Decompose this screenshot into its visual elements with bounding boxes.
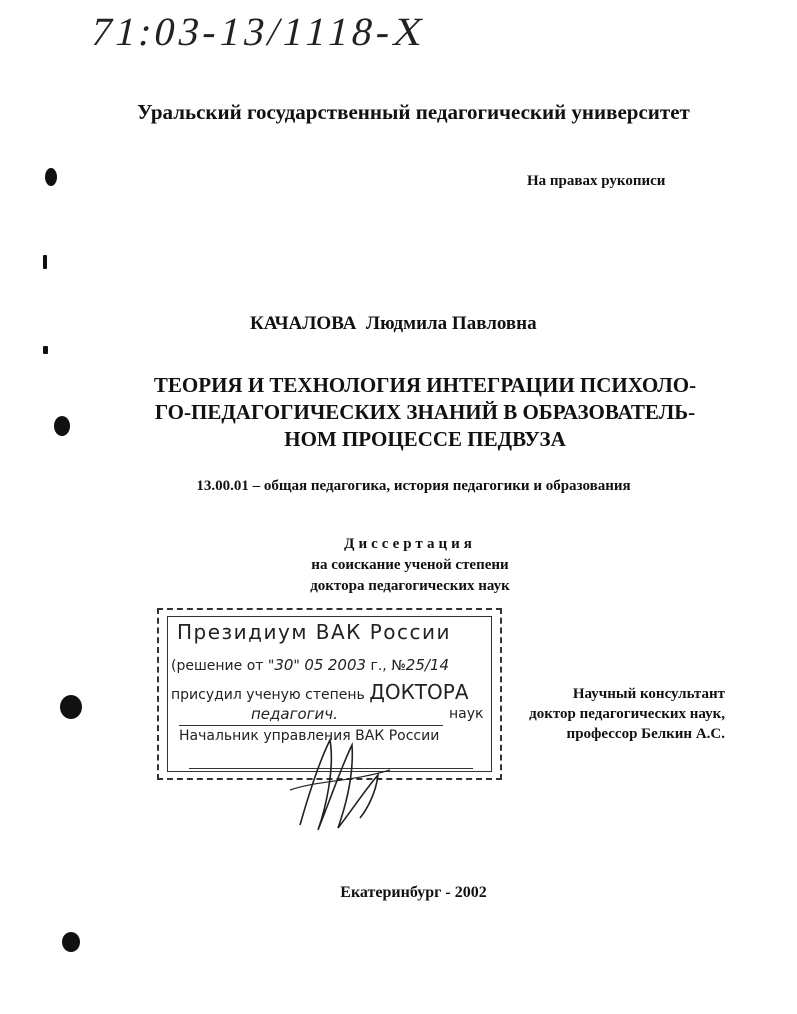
scientific-consultant [485,684,725,744]
scan-mark [43,255,47,269]
stamp-year: 2003 [327,656,367,674]
dissertation-block [250,534,570,597]
author-surname: КАЧАЛОВА [250,313,357,334]
scan-mark [45,168,57,186]
stamp-decision-prefix: (решение от " [171,658,275,674]
consultant-degree: доктор педагогических наук, [529,706,725,722]
dissertation-title [120,372,730,453]
scan-mark [54,416,70,436]
manuscript-note: На правах рукописи [527,173,666,189]
scan-mark [43,346,48,354]
title-line: ГО-ПЕДАГОГИЧЕСКИХ ЗНАНИЙ В ОБРАЗОВАТЕЛЬ- [154,400,696,424]
stamp-head: Начальник управления ВАК России [179,728,440,744]
stamp-number: 25/14 [405,656,450,674]
stamp-awarded [171,680,469,704]
stamp-decision [171,656,449,674]
stamp-field-suffix: наук [449,706,484,722]
stamp-day: 30 [274,656,294,674]
stamp-title: Президиум ВАК России [177,620,452,644]
dissertation-line: на соискание ученой степени [311,557,509,573]
consultant-heading: Научный консультант [572,686,725,702]
author-given-names: Людмила Павловна [365,313,537,334]
stamp-field-handwritten: педагогич. [251,705,338,723]
university-name: Уральский государственный педагогический университет [137,100,690,124]
stamp-field-line [179,705,443,726]
dissertation-word: Диссертация [344,536,476,552]
stamp-degree: ДОКТОРА [369,680,469,704]
place-year: Екатеринбург - 2002 [340,884,487,901]
author-name [250,313,537,335]
title-line: НОМ ПРОЦЕССЕ ПЕДВУЗА [284,427,566,451]
specialty-code: 13.00.01 – общая педагогика, история педагогики и образования [196,478,631,494]
dissertation-line: доктора педагогических наук [310,578,510,594]
consultant-name: профессор Белкин А.С. [566,726,725,742]
scan-mark [60,695,82,719]
scan-mark [62,932,80,952]
stamp-awarded-text: присудил ученую степень [171,687,365,703]
signature-scribble [280,730,400,840]
stamp-quote: " [293,658,300,674]
stamp-year-suffix: г., № [370,658,406,674]
stamp-month: 05 [304,656,324,674]
title-line: ТЕОРИЯ И ТЕХНОЛОГИЯ ИНТЕГРАЦИИ ПСИХОЛО- [153,373,697,397]
archive-code: 71:03-13/1118-X [87,9,432,54]
